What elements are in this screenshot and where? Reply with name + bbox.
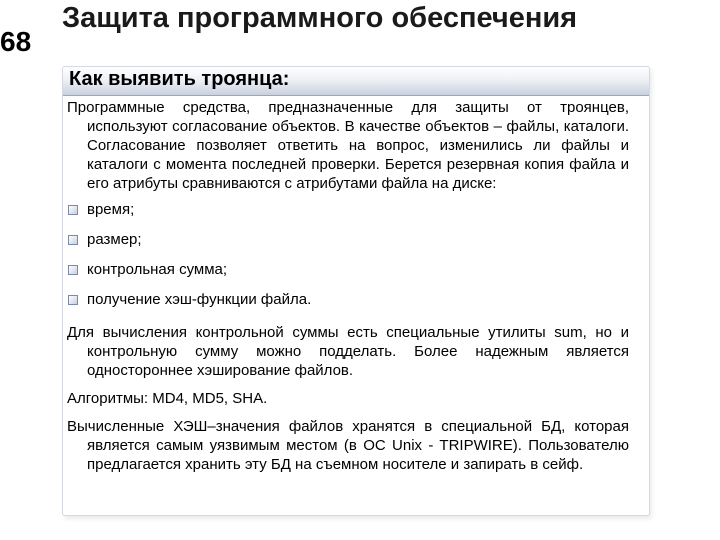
panel-content xyxy=(67,98,629,474)
slide-title: Защита программного обеспечения xyxy=(62,2,578,34)
checksum-paragraph: Для вычисления контрольной суммы есть специальные утилиты sum, но и контрольную сумму можно подделать. Более надежным является одностороннее хэширование файлов. xyxy=(67,324,629,379)
panel-header xyxy=(63,67,649,96)
list-item-text: размер; xyxy=(87,231,142,248)
square-bullet-icon xyxy=(68,235,78,245)
list-item-text: получение хэш-функции файла. xyxy=(87,291,312,308)
algorithms-paragraph: Алгоритмы: MD4, MD5, SHA. xyxy=(67,390,268,407)
intro-paragraph: Программные средства, предназначенные для защиты от троянцев, используют согласование объектов. В качестве объектов – файлы, каталоги. Согласование позволяет ответить на вопрос, изменились ли файлы и каталоги с момента последней проверки. Берется резервная копия файла и его атрибуты сравниваются с атрибутами файла на диске: xyxy=(67,99,629,192)
list-item xyxy=(67,287,629,317)
attribute-list xyxy=(67,197,629,317)
list-item-text: контрольная сумма; xyxy=(87,261,228,278)
square-bullet-icon xyxy=(68,265,78,275)
content-panel xyxy=(62,66,650,516)
list-item xyxy=(67,227,629,257)
list-item-text: время; xyxy=(87,201,135,218)
storage-paragraph: Вычисленные ХЭШ–значения файлов хранятся в специальной БД, которая является самым уязвимым местом (в ОС Unix - TRIPWIRE). Пользователю предлагается хранить эту БД на съемном носителе и запирать в сейф. xyxy=(67,418,629,473)
list-item xyxy=(67,197,629,227)
panel-header-title: Как выявить троянца: xyxy=(69,68,290,90)
slide-number: 68 xyxy=(0,26,32,57)
square-bullet-icon xyxy=(68,205,78,215)
list-item xyxy=(67,257,629,287)
square-bullet-icon xyxy=(68,295,78,305)
